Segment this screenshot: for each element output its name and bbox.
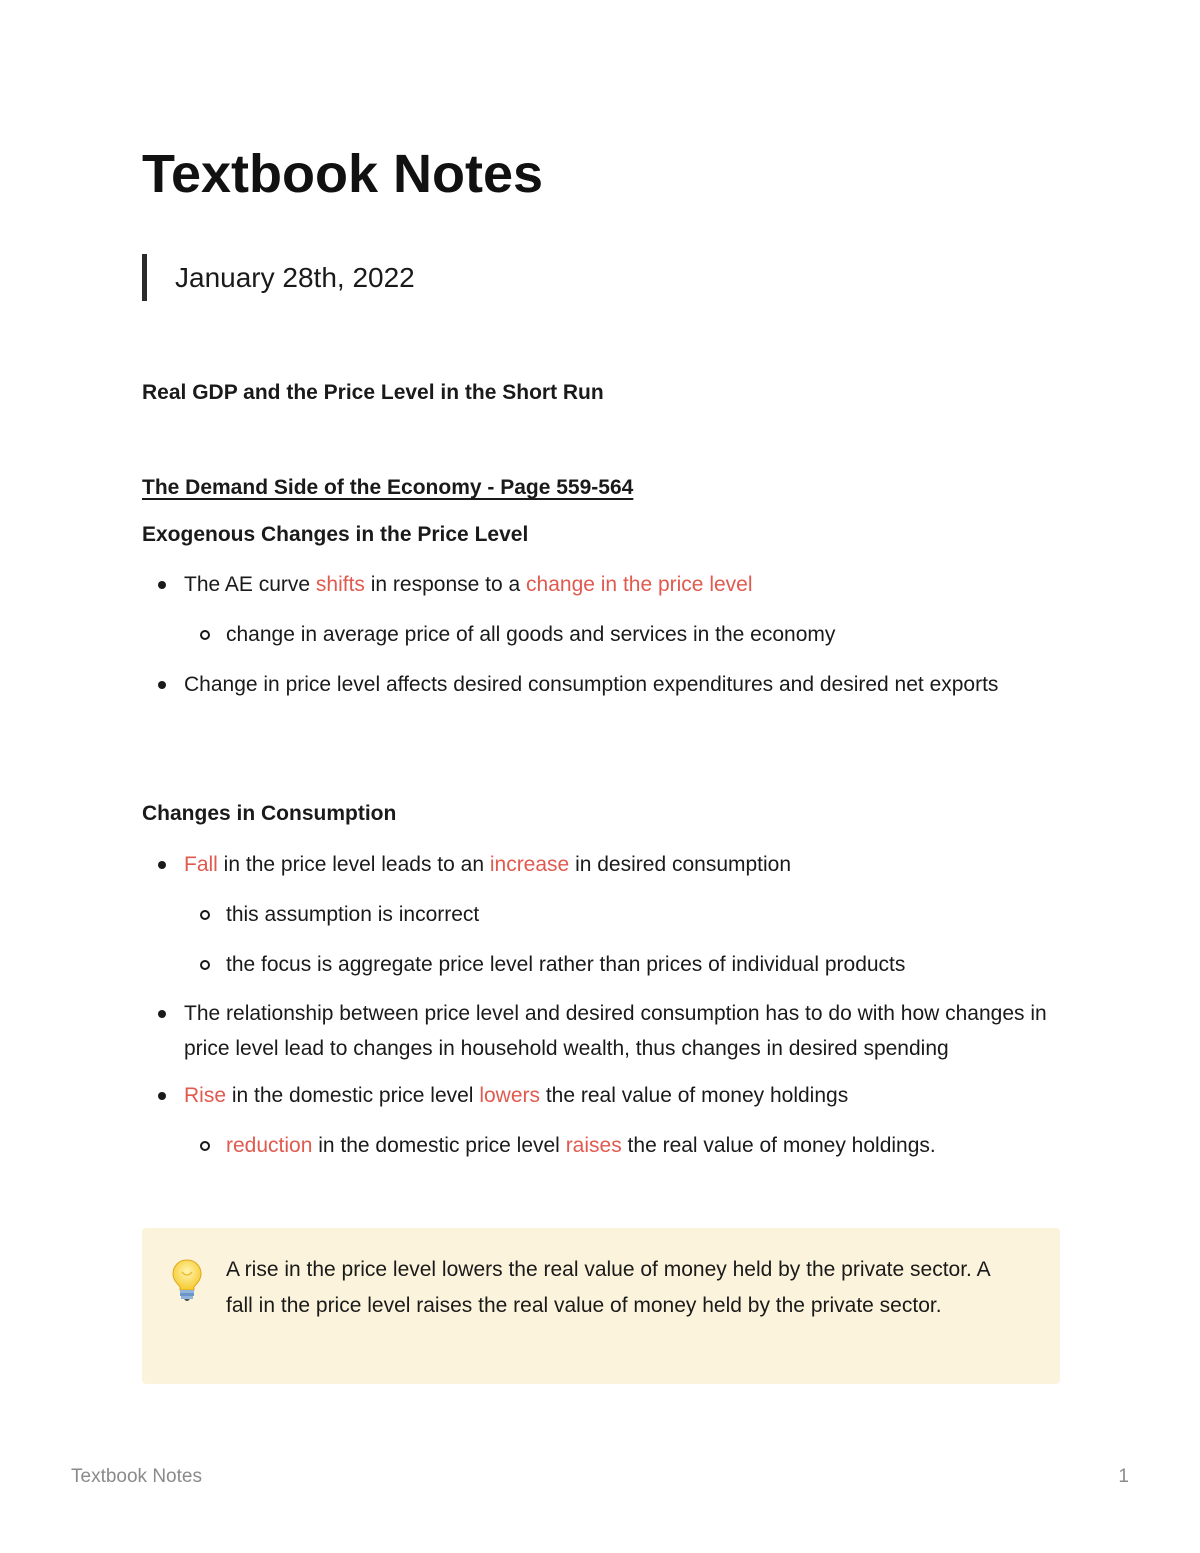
sub-list-item: the focus is aggregate price level rather than prices of individual products: [142, 947, 1060, 982]
highlight-text: change in the price level: [526, 573, 753, 596]
exogenous-heading: Exogenous Changes in the Price Level: [142, 523, 529, 546]
text-span: the real value of money holdings.: [621, 1134, 936, 1157]
callout-box: [142, 1228, 1060, 1384]
sub-list-item: [142, 1128, 1060, 1163]
callout-text: A rise in the price level lowers the real value of money held by the private sector. A fall in the price level raises the real value of money held by the private sector.: [226, 1258, 990, 1317]
exogenous-list: [142, 567, 1060, 702]
text-span: in the domestic price level: [226, 1084, 480, 1107]
highlight-text: Rise: [184, 1084, 227, 1107]
date-quote: [142, 254, 415, 301]
list-item: [142, 847, 1060, 882]
sub-list-item: change in average price of all goods and services in the economy: [142, 617, 1060, 652]
section-heading: Real GDP and the Price Level in the Short Run: [142, 381, 604, 404]
list-item: Change in price level affects desired consumption expenditures and desired net exports: [142, 667, 1060, 702]
page-number: 1: [1118, 1466, 1129, 1487]
page-title: Textbook Notes: [142, 144, 544, 204]
highlight-text: shifts: [315, 573, 365, 596]
text-span: in the price level leads to an: [217, 853, 490, 876]
date-text: January 28th, 2022: [175, 261, 415, 293]
subsection-heading: The Demand Side of the Economy - Page 559-564: [142, 476, 634, 499]
list-item: The relationship between price level and desired consumption has to do with how changes in price level lead to changes in household wealth, thus changes in desired spending: [142, 996, 1060, 1066]
list-item: [142, 567, 1060, 602]
highlight-text: reduction: [226, 1134, 313, 1157]
sub-list-item: this assumption is incorrect: [142, 897, 1060, 932]
text-span: in the domestic price level: [312, 1134, 566, 1157]
consumption-heading: Changes in Consumption: [142, 802, 397, 825]
highlight-text: raises: [565, 1134, 622, 1157]
list-item: [142, 1078, 1060, 1113]
text-span: The AE curve: [184, 573, 316, 596]
highlight-text: lowers: [479, 1084, 540, 1107]
highlight-text: Fall: [184, 853, 218, 876]
text-span: in desired consumption: [569, 853, 792, 876]
footer-title: Textbook Notes: [71, 1466, 202, 1487]
text-span: in response to a: [364, 573, 527, 596]
consumption-list: [142, 847, 1060, 1163]
lightbulb-icon: [170, 1258, 204, 1302]
text-span: the real value of money holdings: [540, 1084, 849, 1107]
highlight-text: increase: [489, 853, 570, 876]
